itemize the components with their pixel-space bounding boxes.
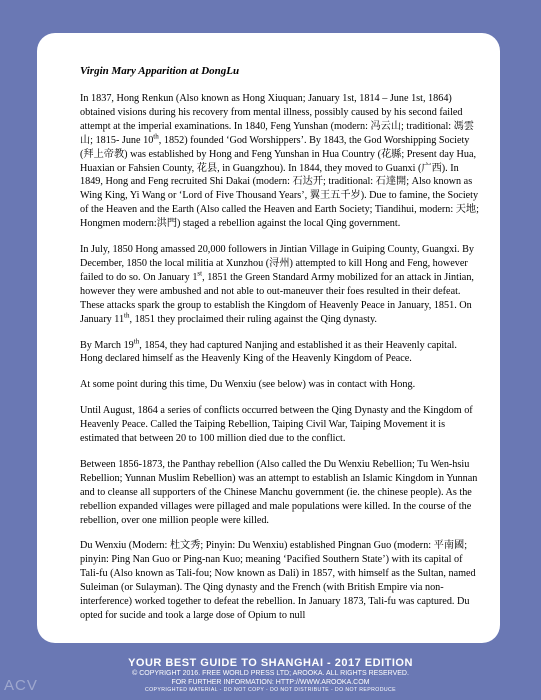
page-footer [0,657,541,694]
paragraph-text: In 1837, Hong Renkun (Also known as Hong Xiuquan; January 1st, 1814 – June 1st, 1864) obtained visions during his recovery from mental illness, possibly caused by his second failed attempt at the imperial examinations. In 1840, Feng Yunshan (modern: 冯云山; traditional: 馮雲山; 1815- June 10 [80,93,475,146]
body-paragraph [80,92,480,231]
paragraph-text: Between 1856-1873, the Panthay rebellion (Also called the Du Wenxiu Rebellion; Tu Wen-hsiu Rebellion; Yunnan Muslim Rebellion) was an attempt to establish an Islamic Kingdom in Yunnan and to cleanse all supporters of the Chinese Manchu government (ie. the chinese people). As the rebellion expanded villages were pillaged and male populations were killed. In the course of the rebellion, over one million people were killed. [80,458,478,526]
paragraph-text: , 1852) founded ‘God Worshippers’. By 1843, the God Worshipping Society (拜上帝教) was established by Hong and Feng Yunshan in Hua Country (花縣; Present day Hua, Huaxian or Fahsien County, 花县, in Guangzhou). In 1844, they moved to Guanxi (广西). In 1849, Hong and Feng recruited Shi Dakai (modern: 石达开; traditional: 石達開; Also known as Wing King, Yi Wang or ‘Lord of Five Thousand Years’, 翼王五千岁). Due to famine, the Society of the Heaven and the Earth (Also called the Heaven and Earth Society; Tiandihui, modern: 天地; Hongmen modern:洪門) staged a rebellion against the local Qing government. [80,134,479,230]
body-paragraph [80,339,480,367]
footer-info-link[interactable]: FOR FURTHER INFORMATION: HTTP://WWW.AROOKA.COM [171,678,370,686]
article-title: Virgin Mary Apparition at DongLu [80,65,240,77]
ordinal-suffix: st [197,269,203,278]
watermark-text: ACV [4,677,38,694]
article-body [80,92,480,623]
footer-notice: COPYRIGHTED MATERIAL - DO NOT COPY - DO NOT DISTRIBUTE - DO NOT REPRODUCE [144,687,397,693]
ordinal-suffix: th [124,311,130,320]
body-paragraph [80,539,480,622]
footer-headline: YOUR BEST GUIDE TO SHANGHAI - 2017 EDITION [128,657,413,669]
body-paragraph [80,243,480,326]
paragraph-text: Until August, 1864 a series of conflicts occurred between the Qing Dynasty and the Kingdom of Heavenly Peace. Called the Taiping Rebellion, Taiping Civil War, Taiping Movement it is estimated that between 20 to 100 million died due to the conflict. [80,405,473,445]
document-page [37,33,500,643]
body-paragraph [80,404,480,446]
paragraph-text: , 1851 the Green Standard Army mobilized for an attack in Jintian, however they were ambushed and not able to out-maneuver their foes resulted in their defeat. These attacks spark the group to establish the Kingdom of Heavenly Peace in January, 1851. On January 11 [80,271,474,325]
paragraph-text: At some point during this time, Du Wenxiu (see below) was in contact with Hong. [80,379,416,391]
footer-copyright: © COPYRIGHT 2016. FREE WORLD PRESS LTD; AROOKA. ALL RIGHTS RESERVED. [132,670,409,677]
ordinal-suffix: th [133,337,140,346]
ordinal-suffix: th [153,132,159,141]
paragraph-text: In July, 1850 Hong amassed 20,000 followers in Jintian Village in Guiping County, Guangxi. By December, 1850 the local militia at Xunzhou (浔州) attempted to kill Hong and Feng, however failed to do so. On January 1 [80,244,475,283]
paragraph-text: By March 19 [80,339,134,351]
paragraph-text: Du Wenxiu (Modern: 杜文秀; Pinyin: Du Wenxiu) established Pingnan Guo (modern: 平南國; pinyin: Ping Nan Guo or Ping-nan Kuo; meaning ‘Pacified Southern State’) with its capital of Tali-fu (Also known as Tali-fou; Now known as Dali) in 1857, with himself as the Sultan, named Suleiman (or Sulayman). The Qing dynasty and the French (with British Empire via non-interference) worked together to defeat the rebellion. In January 1873, Tali-fu was captured. Du opted for sucide and took a large dose of Opium to null [80,540,476,621]
body-paragraph [80,378,480,392]
paragraph-text: , 1854, they had captured Nanjing and established it as their Heavenly capital. Hong declared himself as the Heavenly King of the Heavenly Kingdom of Peace. [80,339,457,365]
body-paragraph [80,458,480,528]
paragraph-text: , 1851 they proclaimed their ruling against the Qing dynasty. [129,313,377,325]
